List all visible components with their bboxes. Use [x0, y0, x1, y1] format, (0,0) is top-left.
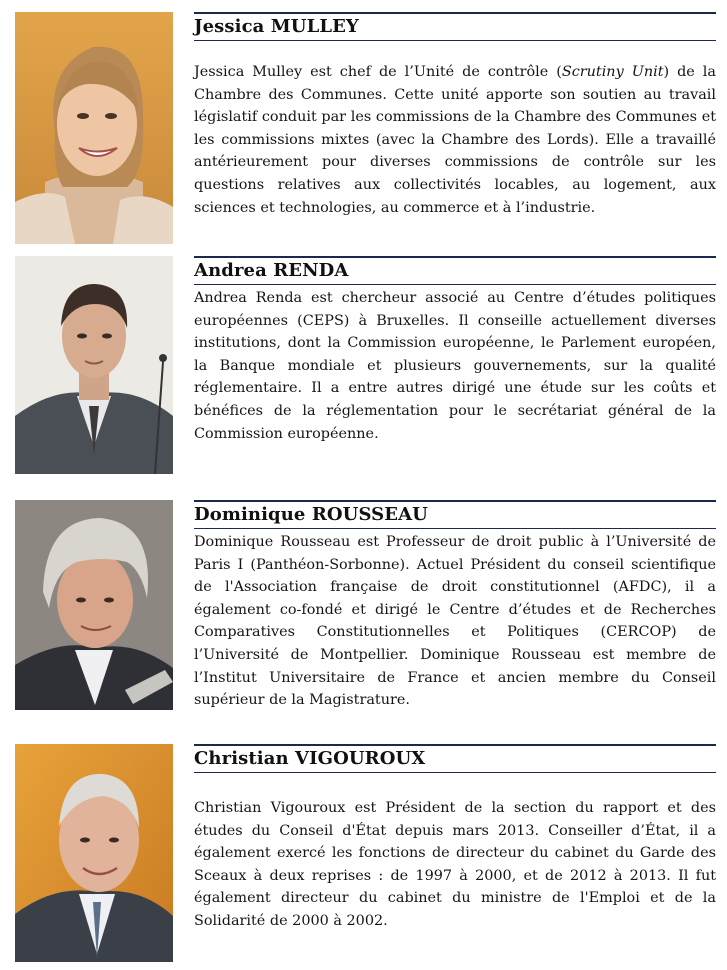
bio-text: Jessica Mulley est chef de l’Unité de contrôle (	[194, 64, 562, 80]
person-bio: Christian Vigouroux est Président de la section du rapport et des études du Conseil d'État depuis mars 2013. Conseiller d’État, il a également exercé les fonctions de directeur du cabinet du Garde des Sceaux à deux reprises : de 1997 à 2000, et de 2012 à 2013. Il fut également directeur du cabinet du ministre de l'Emploi et de la Solidarité de 2000 à 2002.	[194, 800, 716, 929]
person-name-row	[194, 744, 716, 772]
person-bio	[194, 61, 716, 219]
name-divider	[194, 772, 716, 773]
bio-text-column-rousseau	[194, 500, 716, 712]
person-name: Dominique ROUSSEAU	[194, 504, 428, 525]
person-name: Jessica MULLEY	[194, 16, 359, 37]
portrait-photo-mulley	[15, 12, 173, 244]
person-bio: Dominique Rousseau est Professeur de droit public à l’Université de Paris I (Panthéon-Sorbonne). Actuel Président du conseil scientifique de l'Association française de droit constitutionnel (AFDC), il a également co-fondé et dirigé le Centre d’études et de Recherches Comparatives Constitutionnelles et Politiques (CERCOP) de l’Université de Montpellier. Dominique Rousseau est membre de l’Institut Universitaire de France et ancien membre du Conseil supérieur de la Magistrature.	[194, 534, 716, 709]
name-divider	[194, 284, 716, 285]
bio-text: ) de la Chambre des Communes. Cette unité apporte son soutien au travail législatif conduit par les commissions de la Chambre des Communes et les commissions mixtes (avec la Chambre des Lords). Elle a travaillé antérieurement pour diverses commissions de contrôle sur les questions relatives aux collectivités locables, au logement, aux sciences et technologies, au commerce et à l’industrie.	[194, 64, 716, 216]
person-name: Andrea RENDA	[194, 260, 349, 281]
bio-text-column-mulley	[194, 12, 716, 219]
person-name-row	[194, 500, 716, 528]
bio-text-column-vigouroux	[194, 744, 716, 933]
name-divider	[194, 528, 716, 529]
name-divider	[194, 40, 716, 41]
person-name-row	[194, 256, 716, 284]
person-bio: Andrea Renda est chercheur associé au Centre d’études politiques européennes (CEPS) à Bruxelles. Il conseille actuellement diverses institutions, dont la Commission européenne, le Parlement européen, la Banque mondiale et plusieurs gouvernements, sur la qualité réglementaire. Il a entre autres dirigé une étude sur les coûts et bénéfices de la réglementation pour le secrétariat général de la Commission européenne.	[194, 290, 716, 442]
person-name-row	[194, 12, 716, 40]
portrait-photo-vigouroux	[15, 744, 173, 962]
portrait-photo-rousseau	[15, 500, 173, 710]
bio-italic-term: Scrutiny Unit	[561, 64, 664, 80]
person-name: Christian VIGOUROUX	[194, 748, 426, 769]
bio-text-column-renda	[194, 256, 716, 445]
portrait-photo-renda	[15, 256, 173, 474]
